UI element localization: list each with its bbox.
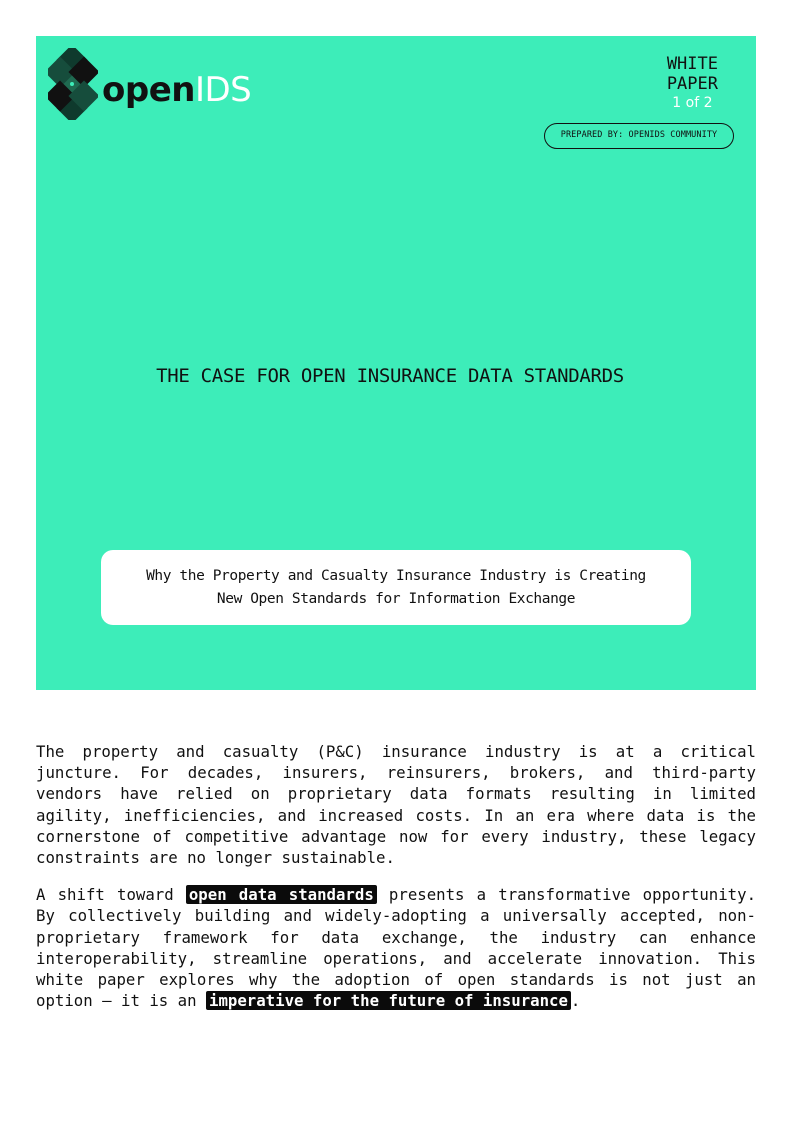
p2-text-3: . xyxy=(570,991,581,1011)
p2-text-1: A shift toward xyxy=(36,885,186,905)
doc-type-line1: WHITE xyxy=(666,54,718,74)
body-paragraph-1: The property and casualty (P&C) insurance industry is at a critical juncture. For decades, insurers, reinsurers, brokers, and third-party vendors have relied on proprietary data formats resulting in limited agility, inefficiencies, and increased costs. In an era where data is the cornerstone of competitive advantage now for every industry, these legacy constraints are no longer sustainable. xyxy=(36,742,756,868)
subtitle-card xyxy=(101,550,691,625)
openids-cross-logo-icon xyxy=(48,48,98,120)
page-title: THE CASE FOR OPEN INSURANCE DATA STANDARDS xyxy=(156,365,624,387)
openids-logo xyxy=(48,48,268,120)
logo-text-open: open xyxy=(102,70,195,110)
highlight-imperative-future: imperative for the future of insurance xyxy=(206,991,571,1010)
logo-text-ids: IDS xyxy=(194,70,252,110)
document-type-label xyxy=(667,54,718,111)
body-paragraph-2 xyxy=(36,884,756,1011)
hero-panel xyxy=(36,36,756,690)
subtitle-line-2: New Open Standards for Information Exchange xyxy=(216,591,576,607)
highlight-open-data-standards: open data standards xyxy=(186,885,377,904)
page-indicator: 1 of 2 xyxy=(672,95,713,111)
subtitle-line-1: Why the Property and Casualty Insurance Industry is Creating xyxy=(146,568,646,584)
body-content xyxy=(36,741,756,1027)
doc-type-line2: PAPER xyxy=(666,74,718,94)
prepared-by-badge: PREPARED BY: OPENIDS COMMUNITY xyxy=(544,123,734,149)
logo-wordmark xyxy=(102,70,251,110)
p2-text-2: presents a transformative opportunity. By collectively building and widely-adopting a universally accepted, non-proprietary framework for data exchange, the industry can enhance interoperability, streamline operations, and accelerate innovation. This white paper explores why the adoption of open standards is not just an option – it is an xyxy=(36,885,757,1011)
